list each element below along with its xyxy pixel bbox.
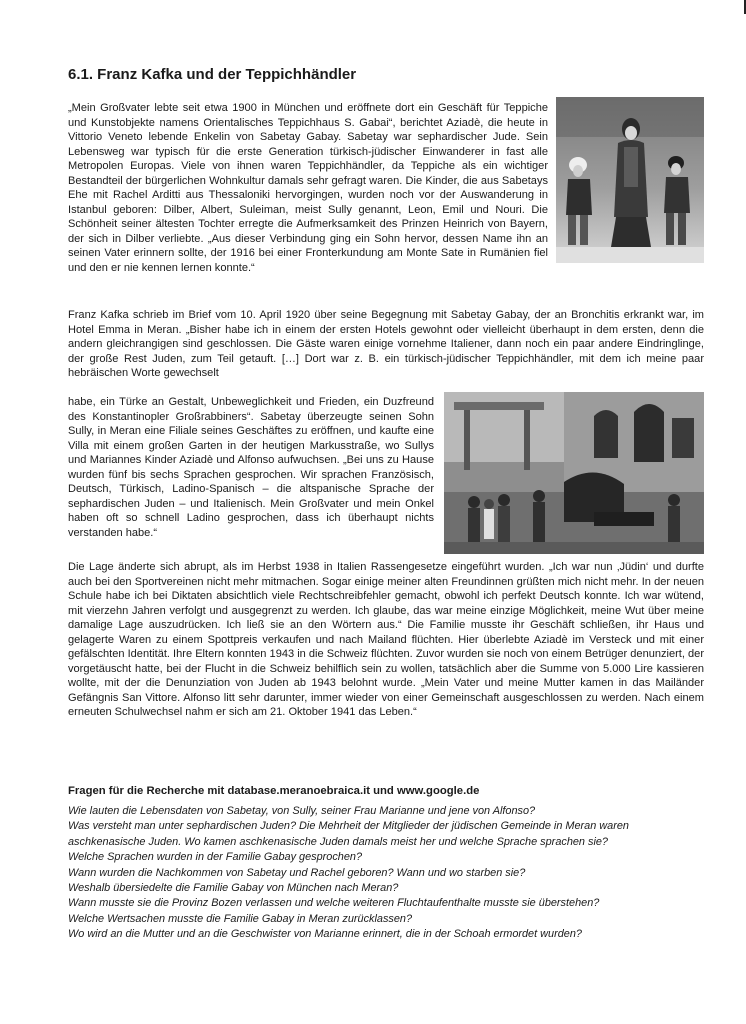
- paragraph-racial-laws: Die Lage änderte sich abrupt, als im Herbst 1938 in Italien Rassengesetze eingeführt wurden. „Ich war nun ‚Jüdin‘ und durfte auch bei den Sportvereinen nicht mehr mitmachen. Sogar einige meiner alten Freundinnen grüßten mich nicht mehr. In der neuen Schule habe ich bei Diktaten absichtlich viele Rechtschreibfehler gemacht, obwohl ich perfekt Deutsch konnte. Ich war wütend, mit vierzehn Jahren verfolgt und ausgegrenzt zu werden. Ich glaube, das war meine einzige Möglichkeit, meine Wut über meine damalige Lage auszudrücken. Ich ließ sie an den Wörtern aus.“ Die Familie musste ihr Geschäft schließen, ihr Haus und gelagerte Waren zu einem Spottpreis verkaufen und nach Mailand flüchten. Hier überlebte Aziadè im Versteck und mit einer gefälschten Identität. Ihre Eltern konnten 1943 in die Schweiz flüchten. Zuvor wurden sie noch von einem Betrüger denunziert, der vorgetäuscht hatte, bei der Flucht in die Schweiz behilflich sein zu wollen, tatsächlich aber die Summe von 5.000 Lire kassieren wollte, mit der die Denunziation von Juden ab 1943 belohnt wurde. „Mein Vater und meine Mutter kamen in das Mailänder Gefängnis San Vittore. Alfonso litt sehr darunter, immer wieder von einer Gemeinschaft ausgeschlossen zu werden. Nach einem erneuten Schulwechsel nahm er sich am 21. Oktober 1941 das Leben.“: [68, 561, 704, 718]
- paragraph-kafka-letter: Franz Kafka schrieb im Brief vom 10. April 1920 über seine Begegnung mit Sabetay Gabay, der an Bronchitis erkrankt war, im Hotel Emma in Meran. „Bisher habe ich in einem der ersten Hotels gewohnt oder vielleicht überhaupt in dem ersten, denn die andern gleichrangigen sind geschlossen. Die Gäste waren einige vornehme Italiener, dann noch ein paar andere Eindringlinge, der große Rest Juden, zum Teil getauft. […] Dort war z. B. ein türkisch-jüdischer Teppichhändler, mit dem ich meine paar hebräischen Worte gewechselt: [68, 309, 704, 379]
- question-item: Weshalb übersiedelte die Familie Gabay von München nach Meran?: [68, 882, 399, 895]
- question-item: aschkenasische Juden. Wo kamen aschkenasische Juden damals meist her und welche Sprache sprachen sie?: [68, 835, 608, 848]
- question-item: Wie lauten die Lebensdaten von Sabetay, von Sully, seiner Frau Marianne und jene von Alfonso?: [68, 805, 536, 817]
- question-item: Was versteht man unter sephardischen Juden? Die Mehrheit der Mitglieder der jüdischen Gemeinde in Meran waren: [68, 820, 629, 833]
- question-item: Wann musste sie die Provinz Bozen verlassen und welche weiteren Fluchtaufenthalte musste sie überstehen?: [68, 897, 600, 910]
- question-item: Wo wird an die Mutter und an die Geschwister von Marianne erinnert, die in der Schoah ermordet wurden?: [68, 928, 582, 941]
- section-title: 6.1. Franz Kafka und der Teppichhändler: [68, 66, 357, 83]
- questions-heading: Fragen für die Recherche mit database.meranoebraica.it und www.google.de: [68, 785, 480, 797]
- street-photo: [444, 392, 704, 554]
- family-photo-image: [556, 97, 704, 263]
- family-photo: [556, 97, 704, 263]
- paragraph-intro: „Mein Großvater lebte seit etwa 1900 in München und eröffnete dort ein Geschäft für Teppiche und Kunstobjekte namens Orientalisches Teppichhaus S. Gabai“, berichtet Aziadè, die heute in Vittorio Veneto lebende Enkelin von Sabetay Gabay. Sabetay war sephardischer Jude. Sein Lebensweg war typisch für die erste Generation türkisch-jüdischer Einwanderer in fast alle Metropolen Europas. Viele von ihnen waren Teppichhändler, da Teppiche als ein wichtiger Bestandteil der bürgerlichen Wohnkultur damals sehr gefragt waren. Die Kinder, die aus Sabetays Ehe mit Rachel Arditti aus Thessaloniki hervorgingen, wurden noch vor der Auswanderung in Istanbul geboren: Dilber, Albert, Suleiman, meist Sully genannt, Leon, Emil und Nouri. Die Schönheit seiner ältesten Tochter erregte die Aufmerksamkeit des Prinzen Heinrich von Bayern, der sich in Dilber verliebte. „Aus dieser Verbindung ging ein Sohn hervor, dessen Name ihn an seinen Vater erinnern sollte, der 1916 bei einer Fronterkundung am Monte Sate in Rumänien fiel und den er nie kennen lernen konnte.“: [68, 102, 548, 274]
- question-item: Wann wurden die Nachkommen von Sabetay und Rachel geboren? Wann und wo starben sie?: [68, 866, 526, 879]
- street-photo-image: [444, 392, 704, 554]
- question-item: Welche Sprachen wurden in der Familie Gabay gesprochen?: [68, 851, 363, 864]
- question-item: Welche Wertsachen musste die Familie Gabay in Meran zurücklassen?: [68, 912, 413, 925]
- questions-list: [68, 804, 629, 943]
- paragraph-languages: habe, ein Türke an Gestalt, Unbeweglichkeit und Frieden, ein Duzfreund des Konstantinopler Großrabbiners“. Sabetay überzeugte seinen Sohn Sully, in Meran eine Filiale seines Geschäftes zu eröffnen, und kaufte eine Villa mit einem großen Garten in der heutigen Markusstraße, wo Sullys und Mariannes Kinder Aziadè und Alfonso aufwuchsen. „Bei uns zu Hause wurden fünf bis sechs Sprachen gesprochen. Wir sprachen Französisch, Deutsch, Türkisch, Ladino-Spanisch – die altspanische Sprache der sephardischen Juden – und Italienisch. Mein Großvater und mein Onkel haben oft so schnell Ladino gesprochen, dass ich überhaupt nichts verstanden habe.“: [68, 396, 434, 539]
